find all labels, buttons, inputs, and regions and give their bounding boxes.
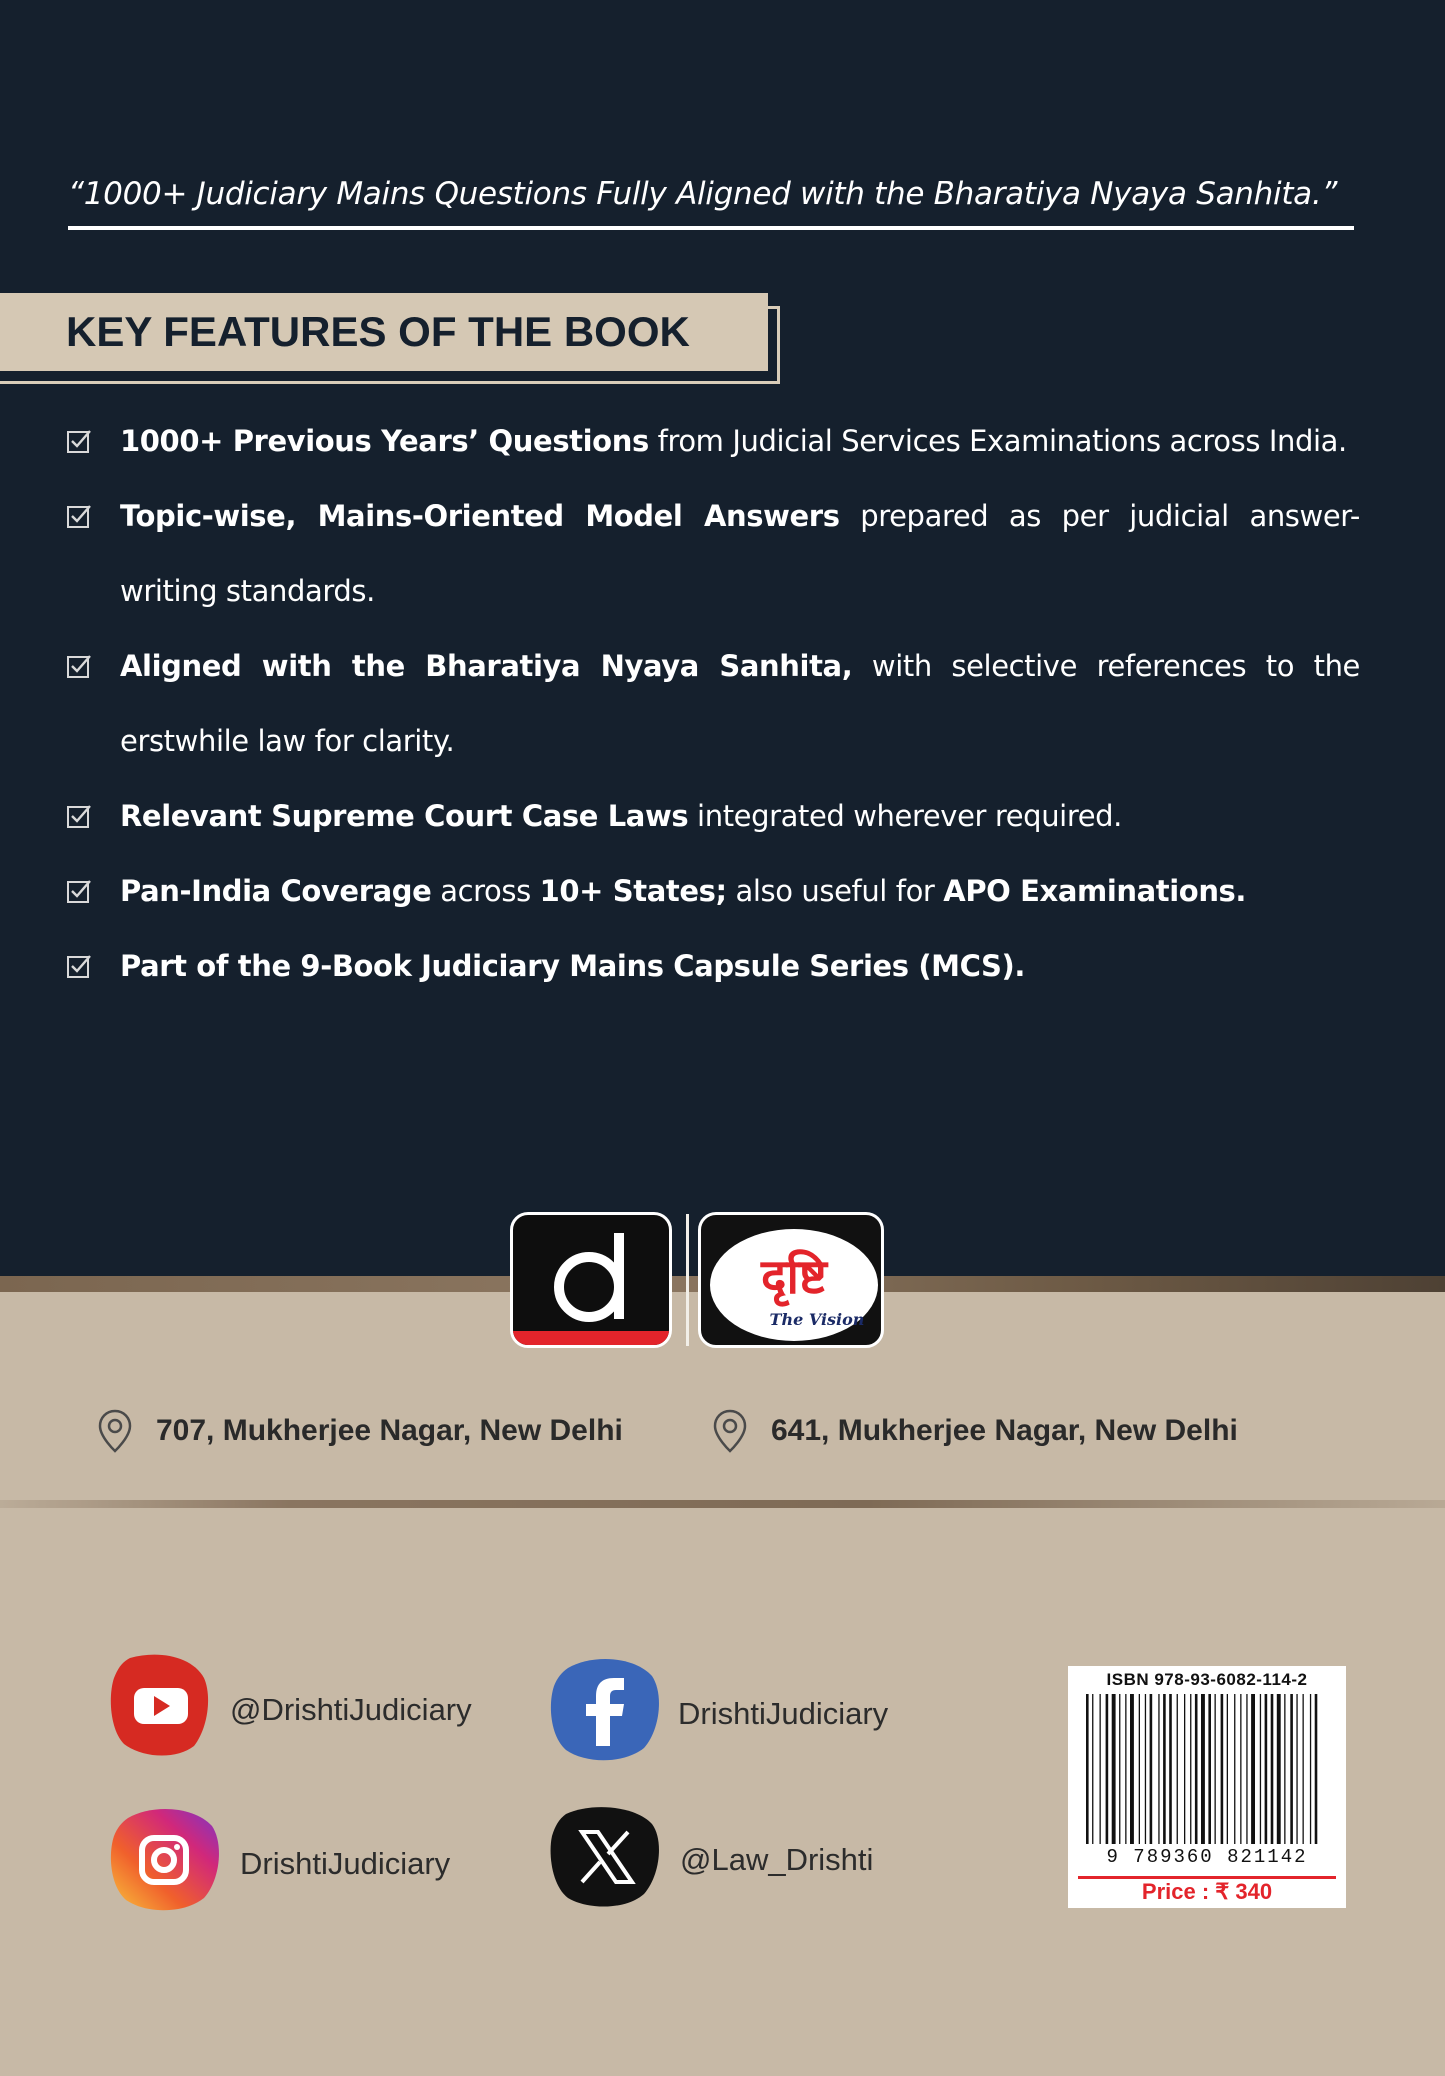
- barcode-bar: [1234, 1694, 1235, 1844]
- feature-bold: Pan-India Coverage: [120, 874, 432, 908]
- drishti-vision-logo: [698, 1212, 884, 1348]
- barcode-bar: [1215, 1694, 1216, 1844]
- barcode-bar: [1158, 1694, 1159, 1844]
- barcode-bar: [1086, 1694, 1089, 1844]
- vision-tag-text: The Vision: [769, 1310, 865, 1329]
- isbn-label: ISBN 978-93-6082-114-2: [1106, 1670, 1308, 1689]
- barcode-bar: [1284, 1694, 1285, 1844]
- features-heading: KEY FEATURES OF THE BOOK: [0, 293, 768, 371]
- barcode-bar: [1119, 1694, 1120, 1844]
- youtube-text: @DrishtiJudiciary: [230, 1692, 472, 1727]
- barcode-bar: [1290, 1694, 1293, 1844]
- address-text: 707, Mukherjee Nagar, New Delhi: [156, 1414, 623, 1447]
- x-icon: [548, 1804, 664, 1918]
- barcode-bar: [1315, 1694, 1318, 1844]
- feature-text: across: [431, 874, 540, 908]
- checkbox-icon: [66, 428, 92, 454]
- barcode-bars: [1082, 1694, 1332, 1844]
- feature-text: from Judicial Services Examinations across India.: [648, 424, 1347, 458]
- feature-item: [60, 779, 1360, 854]
- barcode-bar: [1092, 1694, 1093, 1844]
- barcode-bar: [1112, 1694, 1116, 1844]
- instagram-icon: [108, 1804, 224, 1922]
- address-2: [771, 1414, 1238, 1448]
- barcode-bar: [1208, 1694, 1211, 1844]
- address-1: [156, 1414, 623, 1448]
- feature-text: prepared as per judicial answer-writing standards.: [120, 499, 1360, 608]
- checkbox-icon: [66, 878, 92, 904]
- barcode-bar: [1221, 1694, 1224, 1844]
- feature-bold: Relevant Supreme Court Case Laws: [120, 799, 689, 833]
- barcode-bar: [1195, 1694, 1198, 1844]
- features-list: [60, 404, 1360, 1004]
- vision-hindi-text: दृष्टि: [761, 1249, 827, 1305]
- feature-item: [60, 629, 1360, 779]
- barcode-bar: [1184, 1694, 1185, 1844]
- barcode-bar: [1246, 1694, 1247, 1844]
- youtube-icon: [108, 1650, 212, 1768]
- address-divider: [0, 1500, 1445, 1508]
- feature-text: also useful for: [726, 874, 944, 908]
- feature-bold: Aligned with the Bharatiya Nyaya Sanhita,: [120, 649, 853, 683]
- isbn-digits: 9 789360 821142: [1106, 1846, 1308, 1868]
- barcode-bar: [1125, 1694, 1126, 1844]
- barcode-bar: [1271, 1694, 1274, 1844]
- barcode-bar: [1139, 1694, 1140, 1844]
- drishti-d-logo: [510, 1212, 672, 1348]
- checkbox-icon: [66, 503, 92, 529]
- feature-item: [60, 854, 1360, 929]
- barcode-bar: [1163, 1694, 1166, 1844]
- barcode-bar: [1100, 1694, 1101, 1844]
- feature-bold: Topic-wise, Mains-Oriented Model Answers: [120, 499, 840, 533]
- isbn-barcode: [1068, 1666, 1346, 1908]
- barcode-bar: [1303, 1694, 1304, 1844]
- price-label: Price : ₹ 340: [1141, 1879, 1273, 1904]
- location-pin-icon: [96, 1408, 134, 1454]
- barcode-bar: [1251, 1694, 1255, 1844]
- logo-separator: [686, 1214, 689, 1346]
- facebook-icon: [548, 1654, 664, 1772]
- facebook-text: DrishtiJudiciary: [678, 1696, 889, 1731]
- barcode-bar: [1150, 1694, 1153, 1844]
- barcode-bar: [1240, 1694, 1241, 1844]
- barcode-bar: [1265, 1694, 1268, 1844]
- barcode-bar: [1227, 1694, 1228, 1844]
- feature-item: [60, 929, 1360, 1004]
- feature-text: integrated wherever required.: [688, 799, 1122, 833]
- barcode-bar: [1169, 1694, 1172, 1844]
- barcode-bar: [1296, 1694, 1297, 1844]
- feature-item: [60, 404, 1360, 479]
- barcode-bar: [1190, 1694, 1191, 1844]
- feature-bold: APO Examinations.: [943, 874, 1247, 908]
- checkbox-icon: [66, 953, 92, 979]
- location-pin-icon: [711, 1408, 749, 1454]
- feature-bold: Part of the 9-Book Judiciary Mains Capsule Series (MCS).: [120, 949, 1026, 983]
- barcode-bar: [1201, 1694, 1205, 1844]
- barcode-bar: [1277, 1694, 1281, 1844]
- barcode-bar: [1260, 1694, 1261, 1844]
- feature-item: [60, 479, 1360, 629]
- barcode-bar: [1310, 1694, 1311, 1844]
- barcode-bar: [1177, 1694, 1178, 1844]
- feature-text: with selective references to the erstwhile law for clarity.: [120, 649, 1360, 758]
- barcode-bar: [1106, 1694, 1109, 1844]
- feature-bold: 1000+ Previous Years’ Questions: [120, 424, 649, 458]
- checkbox-icon: [66, 653, 92, 679]
- barcode-bar: [1145, 1694, 1146, 1844]
- x-text: @Law_Drishti: [680, 1842, 874, 1877]
- address-text: 641, Mukherjee Nagar, New Delhi: [771, 1414, 1238, 1447]
- feature-bold: 10+ States;: [539, 874, 727, 908]
- checkbox-icon: [66, 803, 92, 829]
- instagram-text: DrishtiJudiciary: [240, 1846, 451, 1881]
- tagline-underline: [68, 226, 1354, 230]
- barcode-bar: [1130, 1694, 1134, 1844]
- tagline: “1000+ Judiciary Mains Questions Fully Aligned with the Bharatiya Nyaya Sanhita.”: [68, 176, 1338, 212]
